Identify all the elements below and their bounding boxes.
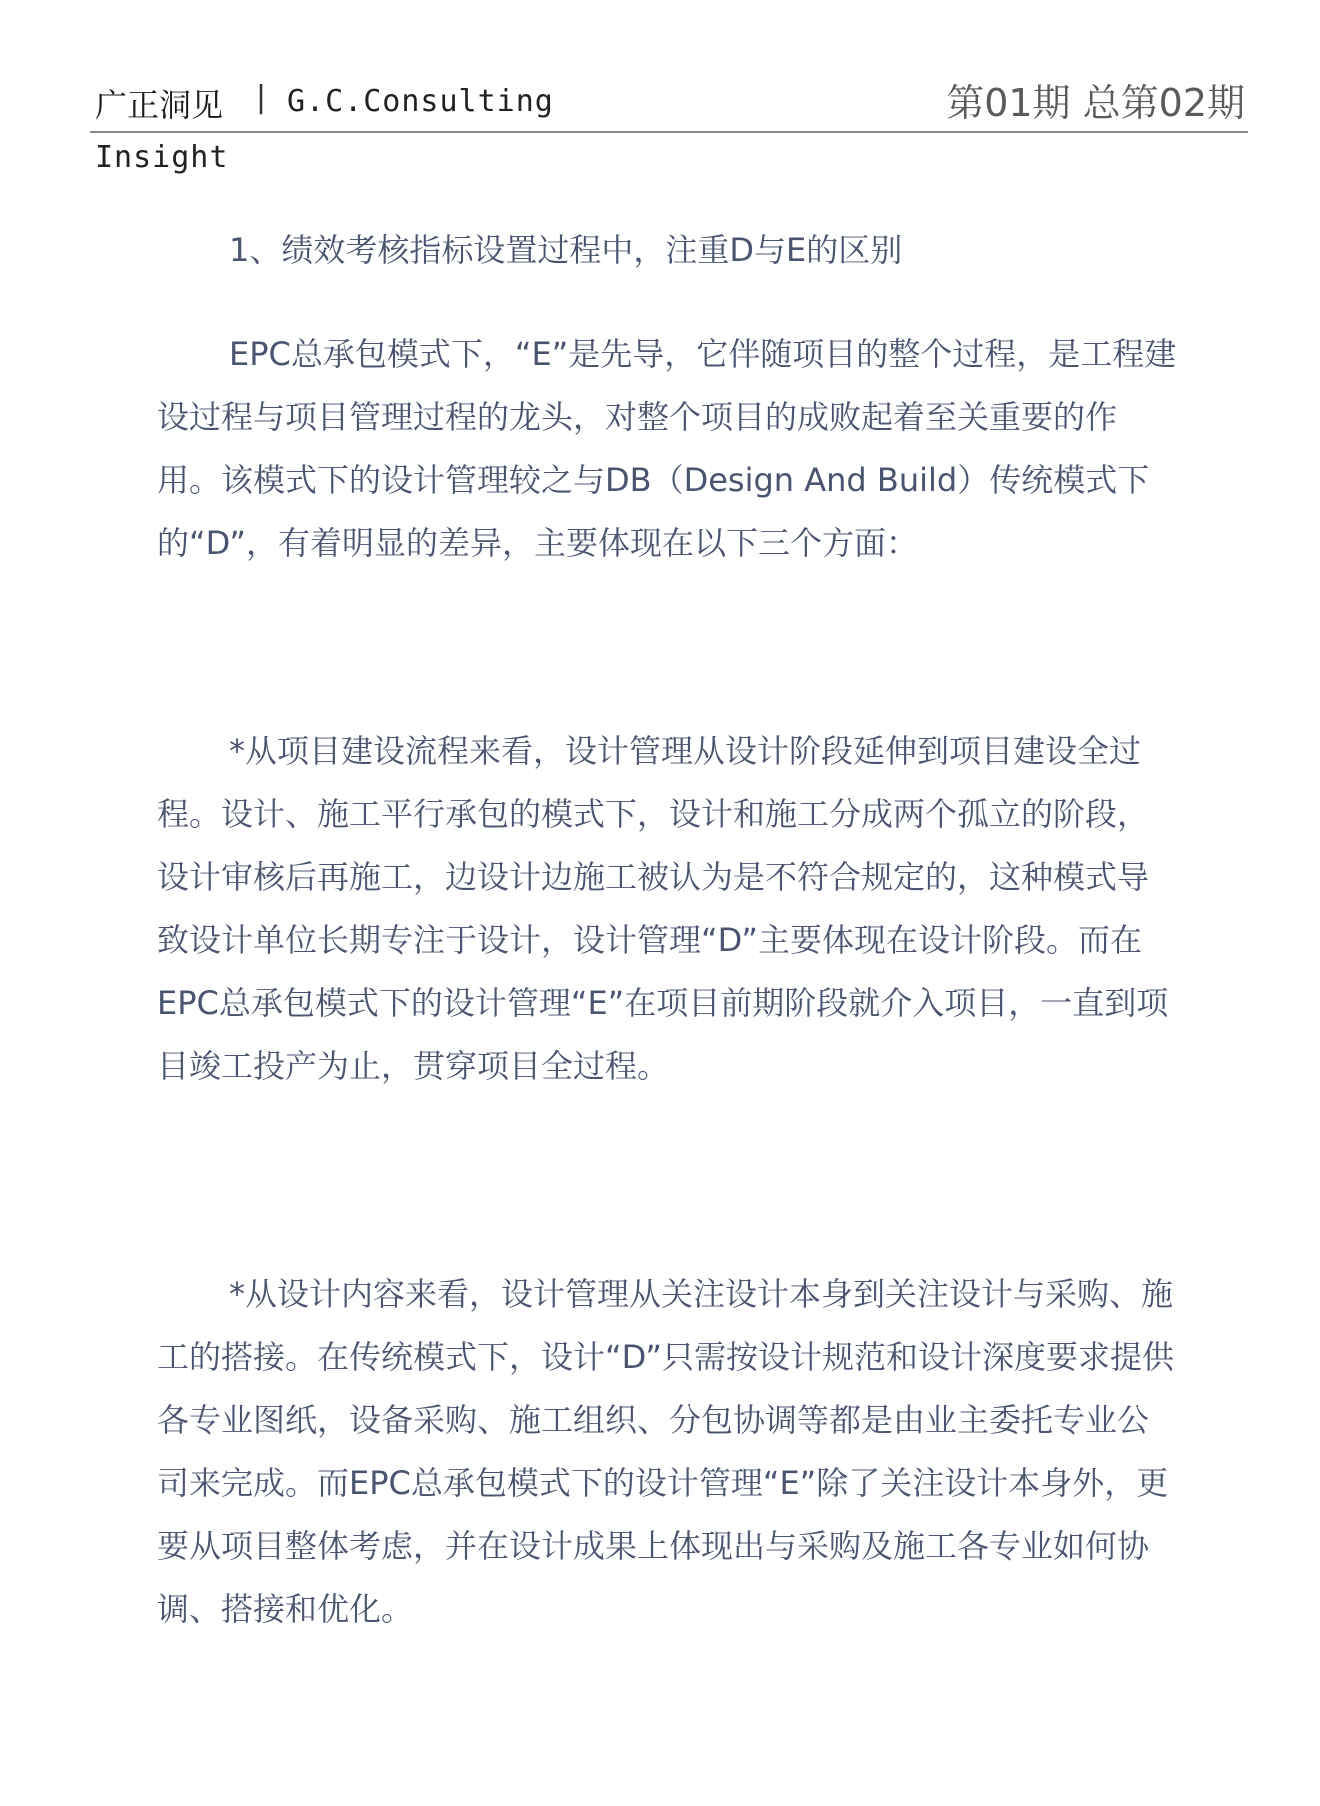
body-paragraph: EPC总承包模式下，“E”是先导，它伴随项目的整个过程，是工程建设过程与项目管理过程的龙头，对整个项目的成败起着至关重要的作用。该模式下的设计管理较之与DB（Design And Build）传统模式下的“D”，有着明显的差异，主要体现在以下三个方面：	[157, 335, 1177, 562]
paragraph-block	[157, 323, 1177, 575]
header-divider	[90, 131, 1248, 133]
section-heading: 1、绩效考核指标设置过程中，注重D与E的区别	[229, 231, 903, 269]
page-header	[95, 66, 1245, 136]
body-paragraph: *从设计内容来看，设计管理从关注设计本身到关注设计与采购、施工的搭接。在传统模式下，设计“D”只需按设计规范和设计深度要求提供各专业图纸，设备采购、施工组织、分包协调等都是由业主委托专业公司来完成。而EPC总承包模式下的设计管理“E”除了关注设计本身外，更要从项目整体考虑，并在设计成果上体现出与采购及施工各专业如何协调、搭接和优化。	[157, 1275, 1174, 1628]
brand-name-cn: 广正洞见	[95, 86, 224, 124]
brand-name-en-continued: Insight	[95, 140, 229, 175]
issue-number: 第01期 总第02期	[946, 81, 1245, 125]
paragraph-block	[157, 1263, 1177, 1641]
paragraph-block	[157, 720, 1177, 1098]
section-heading-block	[157, 219, 1177, 282]
header-separator: |	[252, 80, 271, 115]
body-paragraph: *从项目建设流程来看，设计管理从设计阶段延伸到项目建设全过程。设计、施工平行承包的模式下，设计和施工分成两个孤立的阶段，设计审核后再施工，边设计边施工被认为是不符合规定的，这种模式导致设计单位长期专注于设计，设计管理“D”主要体现在设计阶段。而在EPC总承包模式下的设计管理“E”在项目前期阶段就介入项目，一直到项目竣工投产为止，贯穿项目全过程。	[157, 732, 1169, 1085]
brand-name-en: G.C.Consulting	[287, 84, 554, 119]
